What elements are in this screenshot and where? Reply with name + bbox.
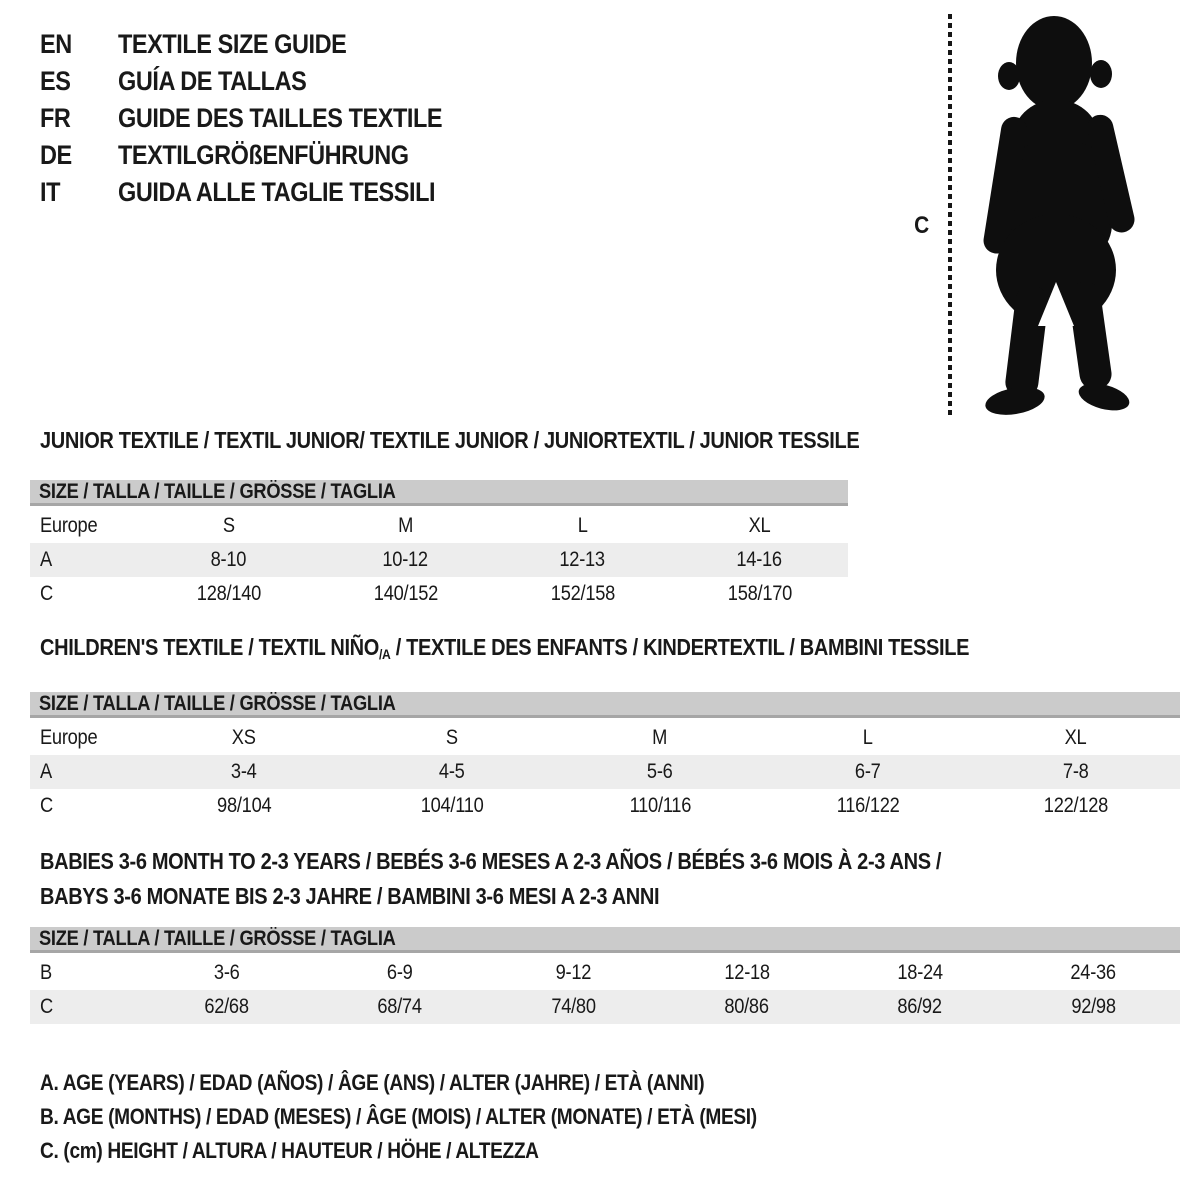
lang-row-de [40, 137, 491, 174]
lang-row-es [40, 63, 491, 100]
lang-title-de: TEXTILGRÖßENFÜHRUNG [118, 140, 409, 170]
children-table [30, 721, 1180, 823]
toddler-silhouette-figure [964, 14, 1136, 418]
language-header [40, 26, 491, 211]
cell-value: 98/104 [216, 794, 272, 817]
size-col-label: M [398, 514, 413, 537]
cell-value: 110/116 [629, 794, 691, 817]
junior-sizes-row [30, 509, 848, 543]
size-header-text: SIZE / TALLA / TAILLE / GRÖSSE / TAGLIA [39, 926, 396, 950]
children-size-header-bar [30, 692, 1180, 718]
lang-code-es: ES [40, 66, 71, 96]
cell-value: 80/86 [724, 995, 769, 1018]
lang-row-fr [40, 100, 491, 137]
cell-value: 12-18 [723, 961, 770, 984]
cell-value: 10-12 [382, 548, 429, 571]
lang-title-it: GUIDA ALLE TAGLIE TESSILI [118, 177, 436, 207]
size-header-text: SIZE / TALLA / TAILLE / GRÖSSE / TAGLIA [39, 479, 396, 503]
babies-months-row [30, 956, 1180, 990]
size-col-label: XL [748, 514, 771, 537]
children-age-row [30, 755, 1180, 789]
junior-section [30, 427, 860, 611]
babies-section [30, 844, 1180, 1024]
cell-value: 6-7 [855, 760, 881, 783]
cell-value: 116/122 [836, 794, 900, 817]
lang-title-es: GUÍA DE TALLAS [118, 66, 307, 96]
legend-height-cm: C. (cm) HEIGHT / ALTURA / HAUTEUR / HÖHE / ALTEZZA [40, 1138, 539, 1163]
size-col-label: S [446, 726, 458, 749]
row-label: C [40, 582, 53, 605]
junior-title: JUNIOR TEXTILE / TEXTIL JUNIOR/ TEXTILE JUNIOR / JUNIORTEXTIL / JUNIOR TESSILE [40, 427, 860, 453]
cell-value: 3-6 [213, 961, 240, 984]
cell-value: 6-9 [387, 961, 413, 984]
height-measure-label: C [914, 212, 930, 239]
size-col-label: M [652, 726, 668, 749]
size-header-text: SIZE / TALLA / TAILLE / GRÖSSE / TAGLIA [39, 691, 396, 715]
babies-title-line1: BABIES 3-6 MONTH TO 2-3 YEARS / BEBÉS 3-6 MESES A 2-3 AÑOS / BÉBÉS 3-6 MOIS À 2-3 ANS / [40, 848, 942, 874]
size-col-label: XL [1065, 726, 1087, 749]
babies-size-header-bar [30, 927, 1180, 953]
children-title: CHILDREN'S TEXTILE / TEXTIL NIÑO/A / TEXTILE DES ENFANTS / KINDERTEXTIL / BAMBINI TESSILE [40, 634, 970, 662]
lang-code-de: DE [40, 140, 72, 170]
junior-age-row [30, 543, 848, 577]
children-height-row [30, 789, 1180, 823]
region-label: Europe [40, 514, 98, 537]
lang-row-it [40, 174, 491, 211]
children-sizes-row [30, 721, 1180, 755]
legend-age-years: A. AGE (YEARS) / EDAD (AÑOS) / ÂGE (ANS) / ALTER (JAHRE) / ETÀ (ANNI) [40, 1070, 705, 1095]
cell-value: 152/158 [550, 582, 615, 605]
cell-value: 7-8 [1063, 760, 1089, 783]
cell-value: 3-4 [231, 760, 257, 783]
cell-value: 5-6 [647, 760, 673, 783]
cell-value: 128/140 [196, 582, 261, 605]
lang-title-fr: GUIDE DES TAILLES TEXTILE [118, 103, 443, 133]
legend-age-months: B. AGE (MONTHS) / EDAD (MESES) / ÂGE (MOIS) / ALTER (MONATE) / ETÀ (MESI) [40, 1104, 757, 1129]
size-col-label: L [577, 514, 588, 537]
babies-title-line2: BABYS 3-6 MONATE BIS 2-3 JAHRE / BAMBINI 3-6 MESI A 2-3 ANNI [40, 883, 660, 909]
height-measure-dotted-line [948, 14, 952, 418]
region-label: Europe [40, 726, 98, 749]
cell-value: 68/74 [377, 995, 423, 1018]
size-col-label: XS [232, 726, 256, 749]
lang-row-en [40, 26, 491, 63]
row-label: A [40, 548, 52, 571]
babies-height-row [30, 990, 1180, 1024]
cell-value: 12-13 [559, 548, 606, 571]
legend [40, 1066, 864, 1168]
lang-code-fr: FR [40, 103, 71, 133]
cell-value: 14-16 [736, 548, 783, 571]
row-label: A [40, 760, 52, 783]
size-col-label: L [863, 726, 873, 749]
cell-value: 86/92 [897, 995, 943, 1018]
junior-table [30, 509, 848, 611]
junior-size-header-bar [30, 480, 848, 506]
cell-value: 8-10 [210, 548, 247, 571]
cell-value: 62/68 [204, 995, 249, 1018]
cell-value: 4-5 [439, 760, 465, 783]
row-label: B [40, 961, 52, 984]
children-section [30, 634, 1180, 823]
junior-height-row [30, 577, 848, 611]
cell-value: 9-12 [555, 961, 592, 984]
cell-value: 158/170 [727, 582, 792, 605]
lang-code-en: EN [40, 29, 72, 59]
cell-value: 18-24 [897, 961, 943, 984]
size-col-label: S [222, 514, 235, 537]
lang-title-en: TEXTILE SIZE GUIDE [118, 29, 347, 59]
cell-value: 104/110 [420, 794, 484, 817]
cell-value: 24-36 [1070, 961, 1117, 984]
cell-value: 140/152 [373, 582, 438, 605]
cell-value: 74/80 [551, 995, 596, 1018]
cell-value: 92/98 [1071, 995, 1116, 1018]
row-label: C [40, 794, 53, 817]
row-label: C [40, 995, 53, 1018]
babies-table [30, 956, 1180, 1024]
lang-code-it: IT [40, 177, 61, 207]
cell-value: 122/128 [1043, 794, 1109, 817]
